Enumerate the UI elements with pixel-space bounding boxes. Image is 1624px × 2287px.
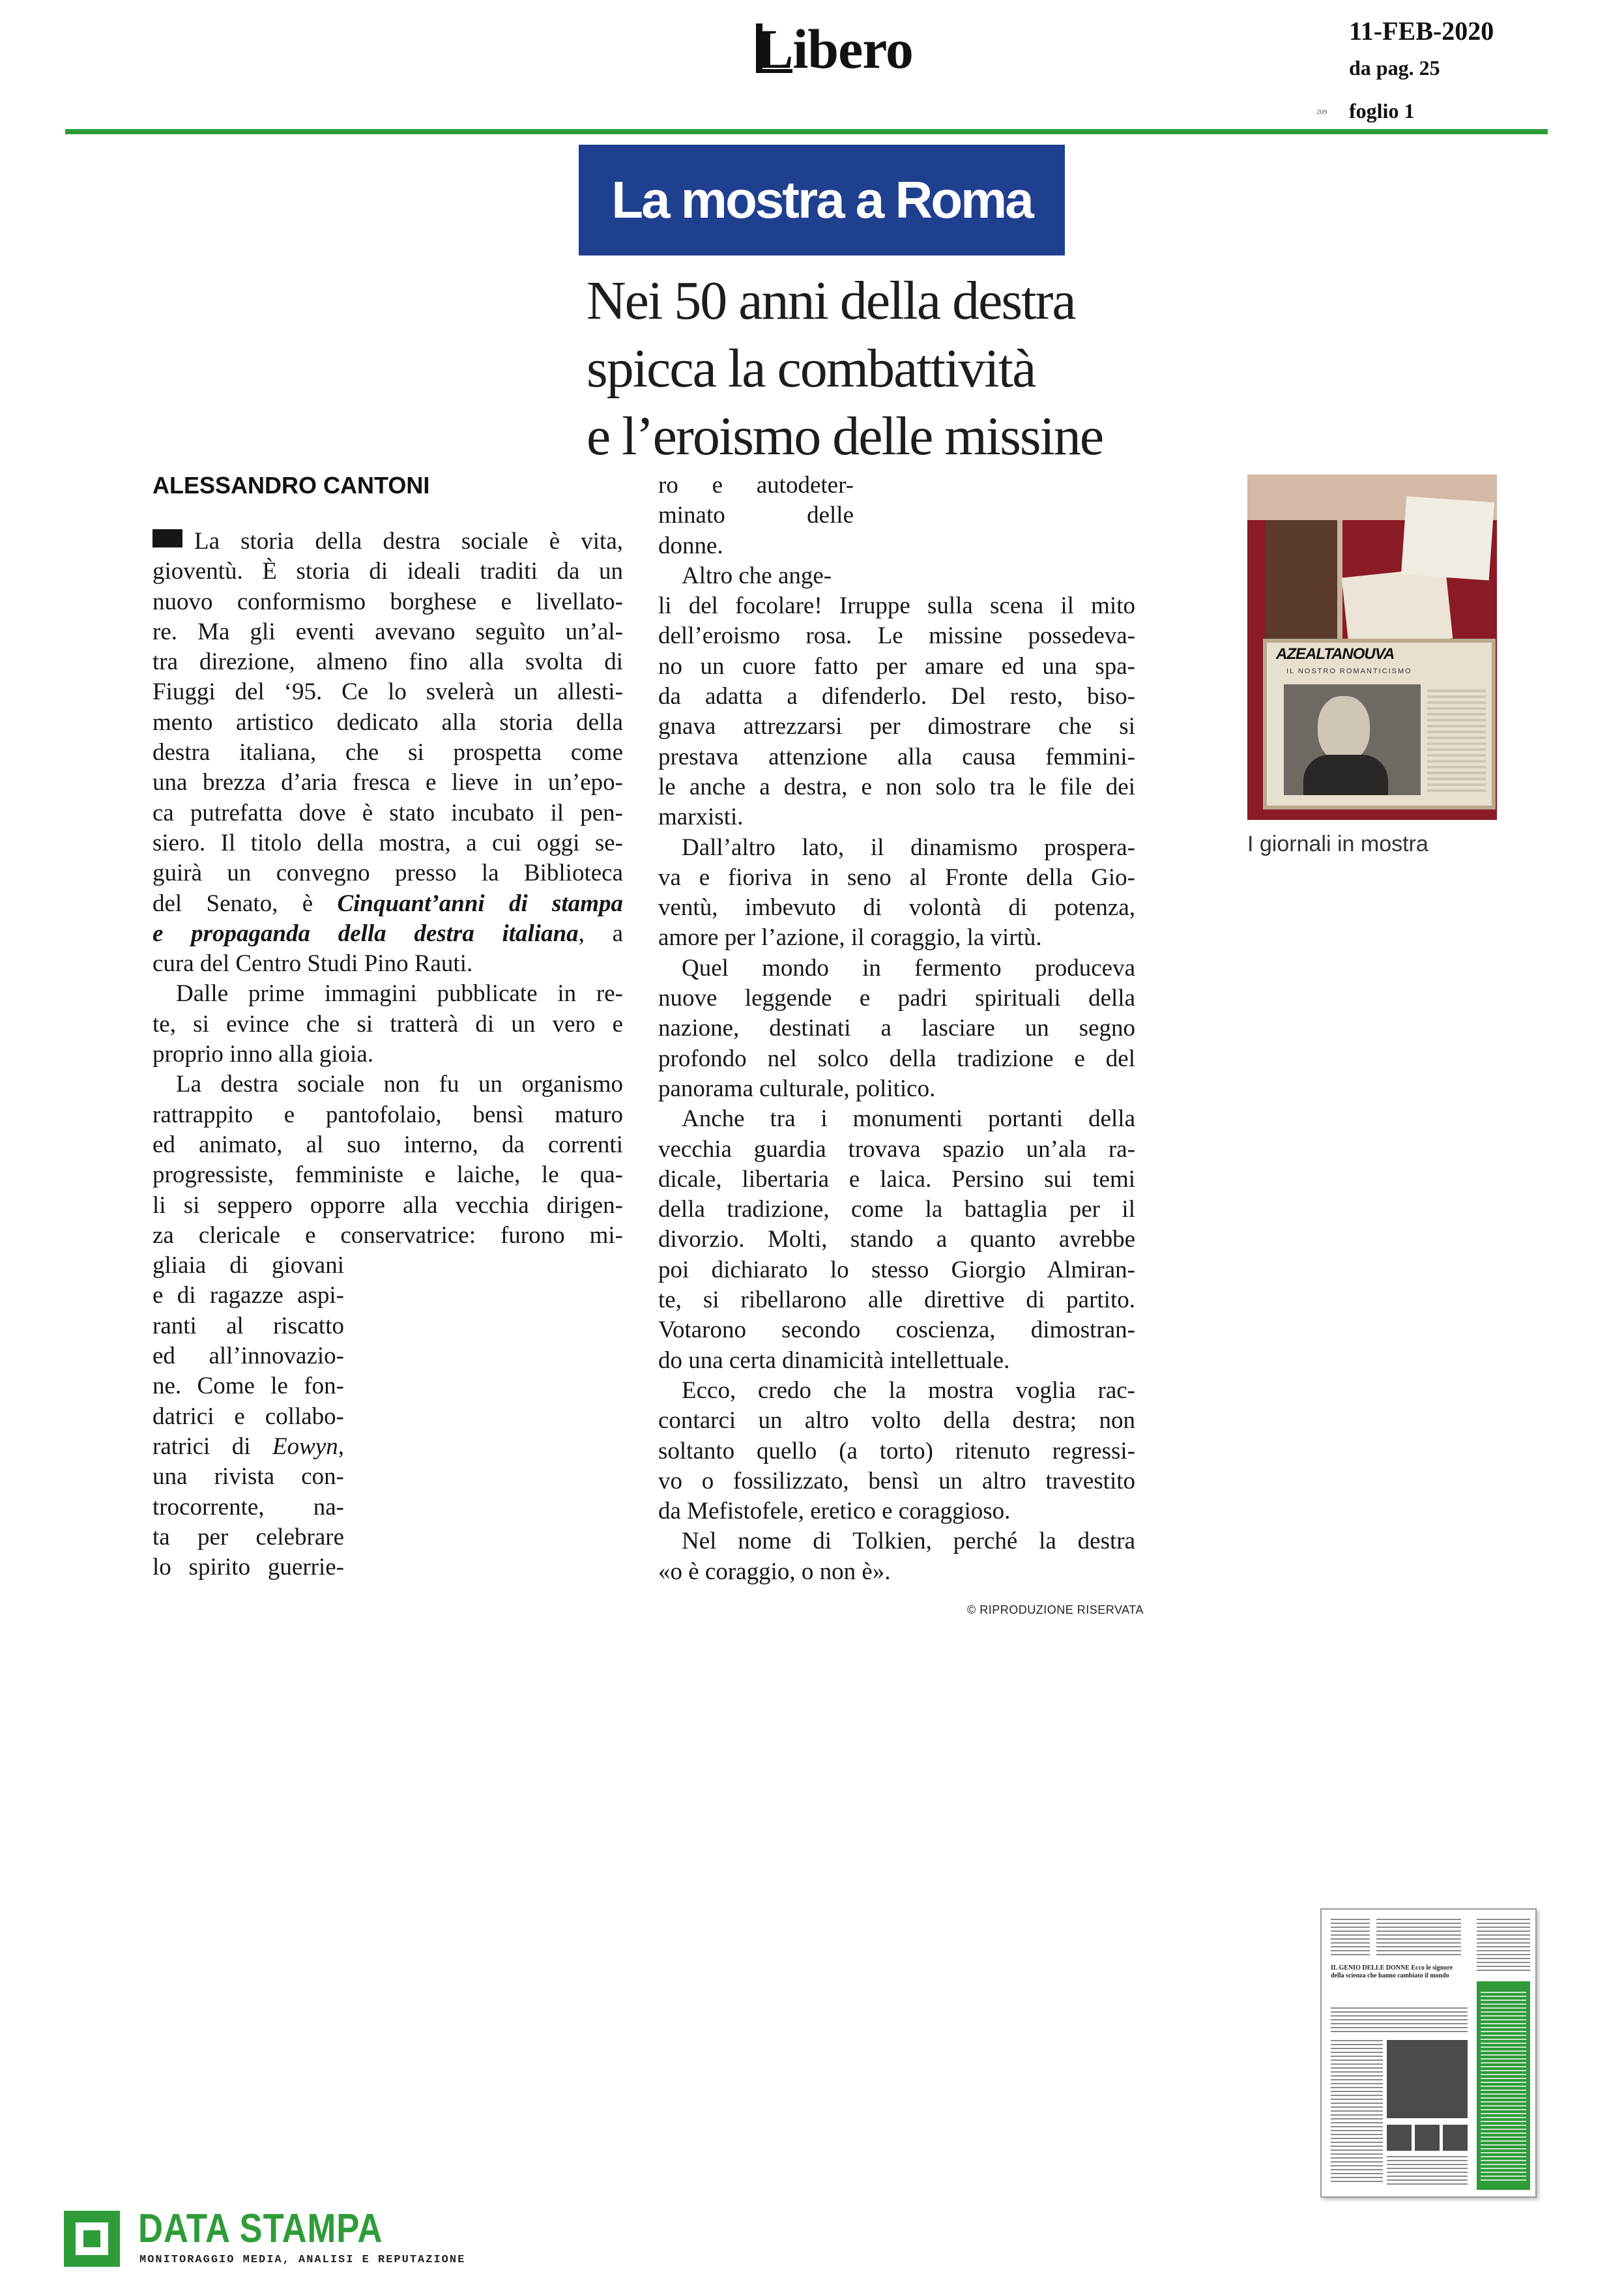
text-line: Dall’altro lato, il dinamismo prospera- [682,834,1135,861]
text-line: nazione, destinati a lasciare un segno [658,1015,1135,1042]
masthead-mark-icon [756,23,792,73]
text-line: Anche tra i monumenti portanti della [682,1105,1135,1133]
headline-line: Nei 50 anni della destra [587,270,1075,331]
text-line: guirà un convegno presso la Biblioteca [152,860,623,887]
article-headline [587,267,1173,471]
footer-tagline: MONITORAGGIO MEDIA, ANALISI E REPUTAZIONE [139,2254,466,2266]
page-thumbnail [1320,1908,1537,2198]
photo-newspaper [1401,496,1494,580]
text-line: panorama culturale, politico. [658,1075,936,1102]
text-line: La destra sociale non fu un organismo [176,1071,623,1098]
text-line: va e fioriva in seno al Fronte della Gio- [658,864,1135,891]
text-line: cura del Centro Studi Pino Rauti. [152,950,473,978]
text-line: Altro che ange- [682,562,832,589]
text-line: destra italiana, che si prospetta come [152,739,623,766]
text-line: re. Ma gli eventi avevano seguìto un’al- [152,618,623,645]
data-stampa-logo-icon [64,2211,120,2267]
text-line: lo spirito guerrie- [152,1554,344,1581]
thumb-text [1331,2007,1468,2033]
article-column-1 [152,527,623,1582]
text-line: ro e autodeter- [658,472,854,499]
masthead-logo [756,13,951,85]
lead-square-icon [152,529,182,547]
thumb-text [1331,1919,1370,1958]
text-line: ne. Come le fon- [152,1373,344,1400]
text-line: mento artistico dedicato alla storia della [152,708,623,736]
text-line: dicale, libertaria e laica. Persino sui temi [658,1165,1135,1193]
text-line: Fiuggi del ‘95. Ce lo svelerà un allesti- [152,678,623,706]
text-line: tra direzione, almeno fino alla svolta di [152,648,623,676]
byline: ALESSANDRO CANTONI [152,472,430,499]
exhibition-title: e propaganda della destra italiana [152,920,579,947]
text-line: rattrappito e pantofolaio, bensì maturo [152,1101,623,1128]
text-line: Nel nome di Tolkien, perché la destra [682,1528,1135,1555]
text-line: ratrici di Eowyn, [152,1433,344,1460]
text-line: li del focolare! Irruppe sulla scena il mito [658,592,1135,620]
article-column-2 [658,471,1135,1587]
text-line: Ecco, credo che la mostra voglia rac- [682,1377,1135,1404]
text-line: una brezza d’aria fresca e lieve in un’epo- [152,769,623,796]
thumb-image [1387,2040,1468,2118]
photo-magazine-subtitle: IL NOSTRO ROMANTICISMO [1286,667,1412,675]
text-line: progressiste, femministe e laiche, le qua- [152,1161,623,1189]
text-line: no un cuore fatto per amare ed una spa- [658,652,1135,680]
text-line: gioventù. È storia di ideali traditi da un [152,558,623,585]
text-line: da Mefistofele, eretico e coraggioso. [658,1498,1011,1525]
text-line: te, si ribellarono alle direttive di partito. [658,1287,1135,1314]
text-line: Dalle prime immagini pubblicate in re- [176,980,623,1008]
text-line: vo o fossilizzato, bensì un altro travestito [658,1467,1135,1494]
text-line: li si seppero opporre alla vecchia dirigen- [152,1191,623,1219]
photo-magazine-title: AZEALTANOUVA [1276,645,1395,663]
thumb-text [1331,2040,1383,2183]
text-line: e di ragazze aspi- [152,1282,344,1309]
text-line: minato delle [658,502,854,529]
text-line: ca putrefatta dove è stato incubato il pen- [152,799,623,826]
text-line: divorzio. Molti, stando a quanto avrebbe [658,1226,1135,1253]
text-line: proprio inno alla gioia. [152,1041,374,1068]
exhibition-title: Cinquant’anni di stampa [337,890,623,917]
text-line: marxisti. [658,804,744,831]
text-line: donne. [658,532,723,559]
photo-newspaper [1342,567,1453,649]
thumb-headline: IL GENIO DELLE DONNE Ecco le signore della scienza che hanno cambiato il mondo [1331,1964,1453,1979]
text-line: ed animato, al suo interno, da correnti [152,1131,623,1158]
text-line: za clericale e conservatrice: furono mi- [152,1221,623,1249]
footer-brand: DATA STAMPA [138,2206,383,2251]
sheet-number: foglio 1 [1349,99,1415,123]
text-line: ventù, imbevuto di volontà di potenza, [658,894,1135,922]
text-line: profondo nel solco della tradizione e del [658,1045,1135,1072]
text-line: siero. Il titolo della mostra, a cui oggi se- [152,829,623,856]
page-reference: da pag. 25 [1349,56,1440,80]
text-line: gnava attrezzarsi per dimostrare che si [658,713,1135,740]
photo-caption: I giornali in mostra [1247,832,1428,856]
text-line: datrici e collabo- [152,1403,344,1430]
copyright-notice: © RIPRODUZIONE RISERVATA [967,1603,1144,1616]
text-line: «o è coraggio, o non è». [658,1558,891,1585]
text-line: nuovo conformismo borghese e livellato- [152,588,623,615]
header-divider [65,129,1548,134]
text-line: do una certa dinamicità intellettuale. [658,1347,1010,1374]
thumb-text [1376,1919,1461,1958]
photo-bound-volumes [1266,520,1342,650]
thumb-image [1443,2125,1468,2151]
text-line: nuove leggende e padri spirituali della [658,985,1135,1012]
text-line: Votarono secondo coscienza, dimostran- [658,1317,1135,1344]
text-line: ta per celebrare [152,1523,344,1551]
magazine-name: Eowyn [272,1433,338,1460]
text-line: le anche a destra, e non solo tra le file dei [658,773,1135,800]
photo-text-block [1427,690,1486,794]
text-line: amore per l’azione, il coraggio, la virtù. [658,924,1042,952]
kicker-banner: La mostra a Roma [579,145,1065,255]
text-line: te, si evince che si tratterà di un vero e [152,1010,623,1038]
text-line: Quel mondo in fermento produceva [682,954,1135,982]
text-line: gliaia di giovani [152,1252,344,1279]
text-line: una rivista con- [152,1463,344,1491]
portrait-face [1318,696,1370,761]
text-line: e propaganda della destra italiana, a [152,920,623,947]
text-line: trocorrente, na- [152,1493,344,1521]
portrait-suit [1303,755,1388,795]
thumb-text [1477,1919,1530,1971]
text-line: poi dichiarato lo stesso Giorgio Almiran- [658,1256,1135,1283]
text-line: vecchia guardia trovava spazio un’ala ra- [658,1135,1135,1163]
text-line: prestava attenzione alla causa femmini- [658,743,1135,770]
text-line: del Senato, è Cinquant’anni di stampa [152,890,623,917]
page-code: 209 [1316,108,1327,116]
headline-line: spicca la combattività [587,338,1036,399]
text-line: dell’eroismo rosa. Le missine possedeva- [658,622,1135,650]
text-line: da adatta a difenderlo. Del resto, biso- [658,683,1135,710]
text-line: soltanto quello (a torto) ritenuto regressi- [658,1437,1135,1464]
masthead-text: Libero [756,18,913,80]
text-line: La storia della destra sociale è vita, [152,527,623,557]
text-line: della tradizione, come la battaglia per il [658,1196,1135,1223]
publication-date: 11-FEB-2020 [1349,16,1494,46]
thumb-green-box [1477,1981,1530,2190]
thumb-image [1415,2125,1440,2151]
text-line: ed all’innovazio- [152,1343,344,1370]
thumb-image [1387,2125,1412,2151]
text-line: contarci un altro volto della destra; non [658,1407,1135,1435]
headline-line: e l’eroismo delle missine [587,406,1103,467]
text-line: ranti al riscatto [152,1312,344,1339]
exhibition-photo [1247,474,1497,820]
thumb-text [1387,2156,1468,2185]
